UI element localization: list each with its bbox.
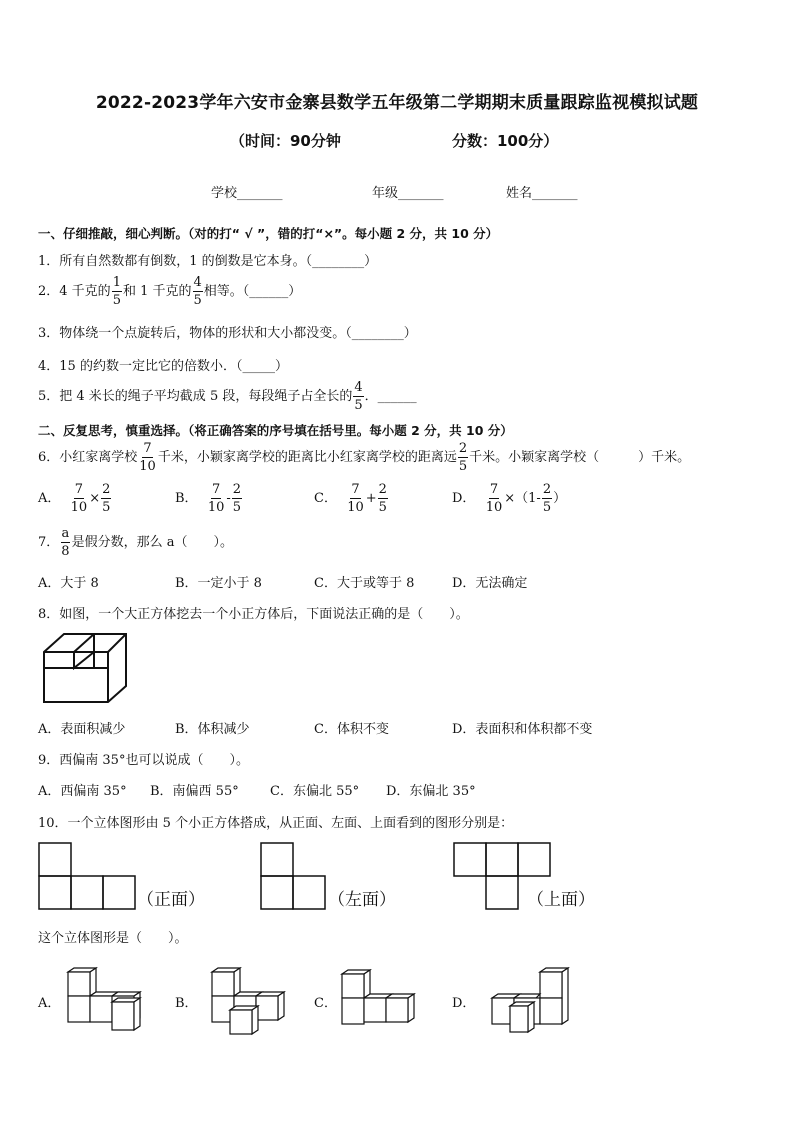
q9-option-c: C．东偏北 55° [270, 784, 360, 799]
total-score: 分数：100分） [452, 132, 559, 150]
fraction: $\frac{4}{5}$ [193, 275, 202, 308]
q7-option-a: A．大于 8 [38, 576, 99, 591]
question-3: 3．物体绕一个点旋转后，物体的形状和大小都没变。（________） [38, 326, 417, 341]
solid-c-figure [338, 966, 428, 1030]
front-view-figure [38, 842, 138, 910]
question-6: 6．小红家离学校 $\frac{7}{10}$ 千米，小颖家离学校的距离比小红家离学校的距离远 $\frac{2}{5}$ 千米。小颖家离学校（ ）千米。 [38, 441, 691, 474]
q10-option-c: C． [314, 996, 337, 1011]
q8-option-a: A．表面积减少 [38, 722, 126, 737]
q8-option-c: C．体积不变 [314, 722, 389, 737]
q8-option-b: B．体积减少 [175, 722, 250, 737]
q6-option-c: C． $\frac{7}{10}$ + $\frac{2}{5}$ [314, 482, 387, 515]
solid-a-figure [64, 966, 150, 1034]
question-1: 1．所有自然数都有倒数，1 的倒数是它本身。（________） [38, 254, 378, 269]
solid-b-figure [208, 964, 298, 1038]
fraction: $\frac{7}{10}$ [139, 441, 156, 474]
q10-option-b: B． [175, 996, 198, 1011]
q9-option-b: B．南偏西 55° [150, 784, 239, 799]
question-4: 4．15 的约数一定比它的倍数小．（_____） [38, 359, 288, 374]
section-2-heading: 二、反复思考，慎重选择。（将正确答案的序号填在括号里。每小题 2 分，共 10 分） [38, 423, 513, 438]
question-10: 10．一个立体图形由 5 个小正方体搭成，从正面、左面、上面看到的图形分别是： [38, 816, 514, 831]
section-1-heading: 一、仔细推敲，细心判断。（对的打“ √ ”，错的打“×”。每小题 2 分，共 10 分） [38, 226, 499, 241]
page-title: 2022-2023学年六安市金寨县数学五年级第二学期期末质量跟踪监视模拟试题 [95, 93, 699, 113]
q7-option-d: D．无法确定 [452, 576, 528, 591]
fraction: $\frac{1}{5}$ [112, 275, 121, 308]
left-view-label: （左面） [328, 890, 396, 910]
fraction: $\frac{2}{5}$ [458, 441, 468, 474]
school-field: 学校_______ [211, 186, 283, 201]
q6-option-b: B． $\frac{7}{10}$ - $\frac{2}{5}$ [175, 482, 242, 515]
q7-option-b: B．一定小于 8 [175, 576, 262, 591]
fraction: $\frac{a}{8}$ [61, 526, 70, 559]
q10-option-d: D． [452, 996, 476, 1011]
q9-option-d: D．东偏北 35° [386, 784, 476, 799]
grade-field: 年级_______ [372, 186, 444, 201]
cube-figure [42, 632, 132, 704]
time-limit: （时间：90分钟 [230, 132, 341, 150]
question-2: 2．4 千克的 $\frac{1}{5}$ 和 1 千克的 $\frac{4}{5}$ 相等。（______） [38, 275, 302, 308]
question-5: 5．把 4 米长的绳子平均截成 5 段，每段绳子占全长的 $\frac{4}{5}$ ．______ [38, 380, 417, 413]
q6-option-a: A． $\frac{7}{10}$ × $\frac{2}{5}$ [38, 482, 111, 515]
question-9: 9．西偏南 35°也可以说成（ ）。 [38, 753, 249, 768]
question-8: 8．如图，一个大正方体挖去一个小正方体后，下面说法正确的是（ ）。 [38, 607, 469, 622]
question-10-prompt: 这个立体图形是（ ）。 [38, 931, 188, 946]
name-field: 姓名_______ [506, 186, 578, 201]
q7-option-c: C．大于或等于 8 [314, 576, 415, 591]
q6-option-d: D． $\frac{7}{10}$ ×（1- $\frac{2}{5}$ ） [452, 482, 567, 515]
front-view-label: （正面） [137, 890, 205, 910]
q9-option-a: A．西偏南 35° [38, 784, 127, 799]
solid-d-figure [484, 964, 578, 1036]
fraction: $\frac{4}{5}$ [354, 380, 363, 413]
q8-option-d: D．表面积和体积都不变 [452, 722, 593, 737]
question-7: 7． $\frac{a}{8}$ 是假分数，那么 a（ ）。 [38, 526, 233, 559]
top-view-label: （上面） [527, 890, 595, 910]
left-view-figure [260, 842, 328, 910]
q10-option-a: A． [38, 996, 61, 1011]
